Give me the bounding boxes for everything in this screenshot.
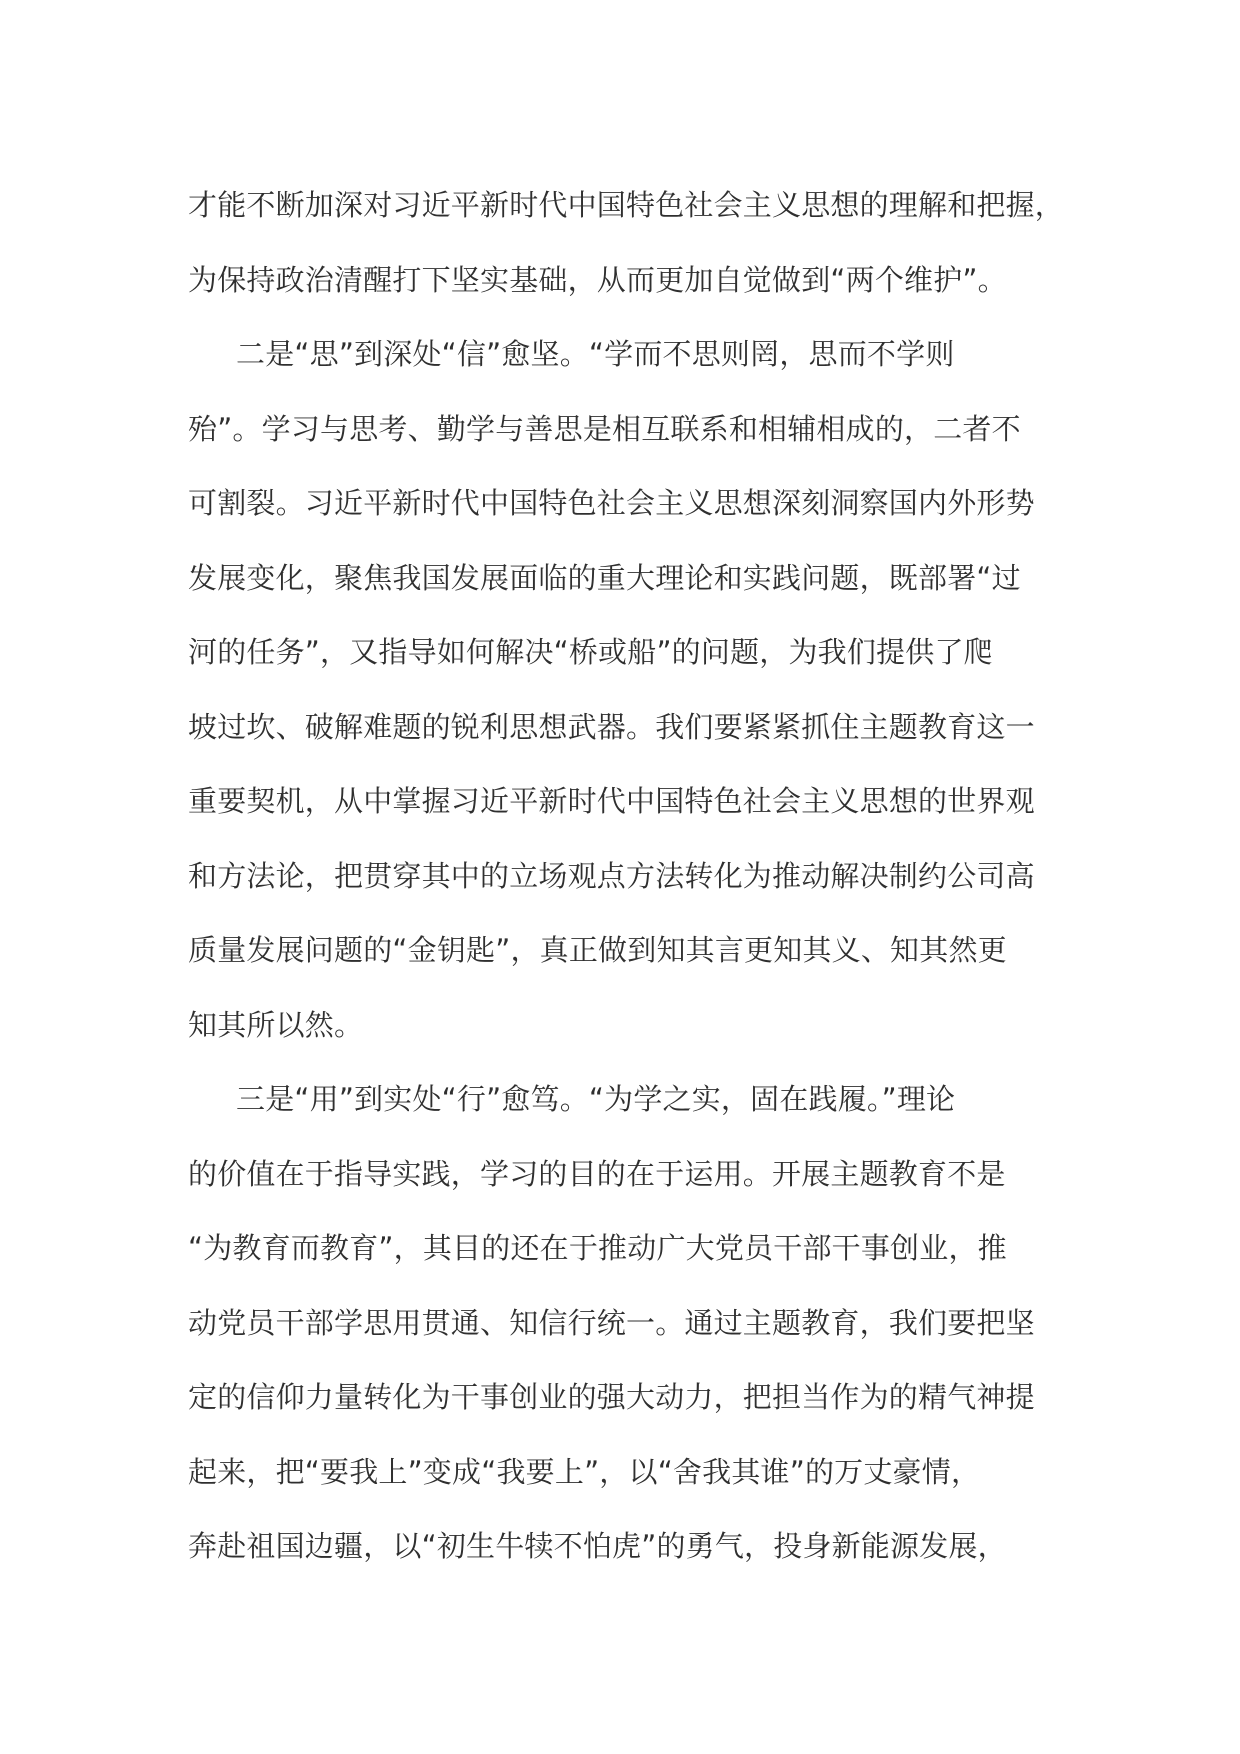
text-line: 定的信仰力量转化为干事创业的强大动力，把担当作为的精气神提	[188, 1380, 1035, 1414]
paragraph-apply	[188, 1062, 1068, 1584]
text-line: 质量发展问题的“金钥匙”，真正做到知其言更知其义、知其然更	[188, 933, 1007, 967]
text-line: 殆”。学习与思考、勤学与善思是相互联系和相辅相成的，二者不	[188, 411, 1021, 446]
text-line: “为教育而教育”，其目的还在于推动广大党员干部干事创业，推	[188, 1231, 1007, 1265]
body-text	[188, 168, 1068, 1584]
text-line: 动党员干部学思用贯通、知信行统一。通过主题教育，我们要把坚	[188, 1305, 1035, 1340]
text-line: 为保持政治清醒打下坚实基础，从而更加自觉做到“两个维护”。	[188, 262, 1007, 297]
text-line: 知其所以然。	[188, 1007, 364, 1042]
text-line: 三是“用”到实处“行”愈笃。“为学之实，固在践履。”理论	[236, 1082, 956, 1116]
paragraph-think	[188, 317, 1068, 1062]
text-line: 坡过坎、破解难题的锐利思想武器。我们要紧紧抓住主题教育这一	[188, 709, 1035, 744]
text-line: 发展变化，聚焦我国发展面临的重大理论和实践问题，既部署“过	[188, 560, 1021, 595]
text-line: 重要契机，从中掌握习近平新时代中国特色社会主义思想的世界观	[188, 784, 1035, 818]
paragraph-continuation	[188, 168, 1068, 317]
text-line: 奔赴祖国边疆，以“初生牛犊不怕虎”的勇气，投身新能源发展，	[188, 1529, 1007, 1563]
text-line: 的价值在于指导实践，学习的目的在于运用。开展主题教育不是	[188, 1156, 1006, 1191]
text-line: 才能不断加深对习近平新时代中国特色社会主义思想的理解和把握，	[188, 188, 1065, 222]
text-line: 二是“思”到深处“信”愈坚。“学而不思则罔，思而不学则	[236, 337, 955, 371]
text-line: 和方法论，把贯穿其中的立场观点方法转化为推动解决制约公司高	[188, 858, 1035, 893]
text-line: 河的任务”，又指导如何解决“桥或船”的问题，为我们提供了爬	[188, 635, 993, 669]
text-line: 起来，把“要我上”变成“我要上”，以“舍我其谁”的万丈豪情，	[188, 1454, 981, 1489]
text-line: 可割裂。习近平新时代中国特色社会主义思想深刻洞察国内外形势	[188, 486, 1035, 520]
